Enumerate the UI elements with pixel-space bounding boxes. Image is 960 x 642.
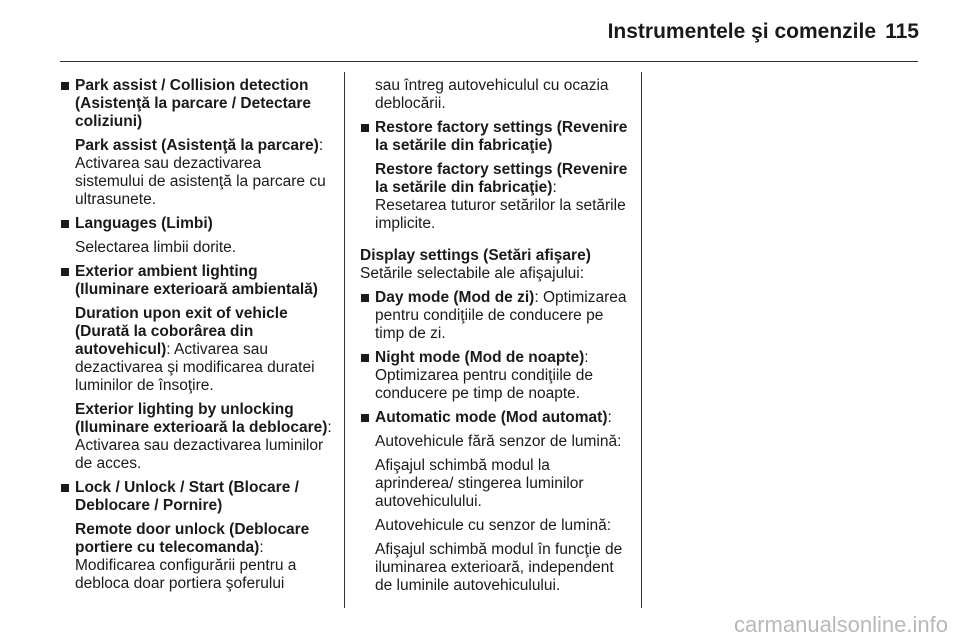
middle-column (360, 77, 630, 595)
page-number: 115 (885, 20, 919, 43)
bullet-icon (61, 82, 69, 90)
item-description (75, 137, 332, 209)
sub-label: Duration upon exit of vehicle (Durată la coborârea din autovehicul) (75, 305, 288, 358)
item-description (375, 349, 630, 403)
item-paragraph: Afişajul schimbă modul în funcţie de iluminarea exterioară, independent de luminile autovehiculului. (375, 541, 623, 594)
item-description (375, 409, 630, 427)
list-item (360, 349, 630, 403)
sub-text: : (607, 409, 612, 426)
item-description (375, 289, 630, 343)
sub-text: : Optimizarea pentru condiţiile de conducere pe timp de noapte. (375, 349, 593, 402)
bullet-icon (61, 484, 69, 492)
section-intro: Setările selectabile ale afişajului: (360, 265, 585, 282)
sub-text: : Activarea sau dezactivarea sistemului de asistenţă la parcare cu ultrasunete. (75, 137, 326, 208)
list-item (360, 289, 630, 343)
page-title: Instrumentele şi comenzile (607, 20, 876, 43)
list-item (60, 263, 332, 473)
bullet-icon (361, 354, 369, 362)
list-item (60, 479, 332, 593)
list-item (60, 77, 332, 209)
list-item (360, 119, 630, 233)
item-description (75, 401, 332, 473)
continuation-text: sau întreg autovehiculul cu ocazia deblocării. (375, 77, 609, 112)
sub-text: : Activarea sau dezactivarea şi modificarea duratei luminilor de însoţire. (75, 341, 315, 394)
sub-label: Exterior lighting by unlocking (Iluminare exterioară la deblocare) (75, 401, 328, 436)
bullet-icon (61, 268, 69, 276)
sub-text: : Modificarea configurării pentru a debloca doar portiera şoferului (75, 539, 297, 592)
column-divider-2 (641, 72, 642, 608)
item-title: Exterior ambient lighting (Iluminare exterioară ambientală) (75, 263, 318, 298)
sub-label: Remote door unlock (Deblocare portiere cu telecomanda) (75, 521, 310, 556)
list-item (360, 409, 630, 595)
item-title: Park assist / Collision detection (Asistenţă la parcare / Detectare coliziuni) (75, 77, 312, 130)
sub-text: : Optimizarea pentru condiţiile de conducere pe timp de zi. (375, 289, 627, 342)
item-description (375, 161, 630, 233)
sub-label: Night mode (Mod de noapte) (375, 349, 585, 366)
sub-label: Automatic mode (Mod automat) (375, 409, 608, 426)
bullet-icon (361, 414, 369, 422)
section-heading: Display settings (Setări afişare) (360, 247, 591, 264)
item-paragraph: Autovehicule cu senzor de lumină: (375, 517, 612, 534)
bullet-icon (61, 220, 69, 228)
sub-text: : Resetarea tuturor setărilor la setările implicite. (375, 179, 626, 232)
display-settings-section (360, 247, 630, 595)
item-paragraph: Afişajul schimbă modul la aprinderea/ stingerea luminilor autovehiculului. (375, 457, 584, 510)
sub-label: Restore factory settings (Revenire la setările din fabricaţie) (375, 161, 628, 196)
header-divider (60, 61, 918, 62)
item-description: Selectarea limbii dorite. (75, 239, 237, 256)
sub-label: Day mode (Mod de zi) (375, 289, 535, 306)
sub-label: Park assist (Asistenţă la parcare) (75, 137, 319, 154)
watermark: carmanualsonline.info (733, 612, 948, 637)
item-paragraph: Autovehicule fără senzor de lumină: (375, 433, 622, 450)
bullet-icon (361, 124, 369, 132)
sub-text: : Activarea sau dezactivarea luminilor de acces. (75, 419, 332, 472)
item-description (75, 305, 332, 395)
list-item (60, 215, 332, 257)
item-description (75, 521, 332, 593)
bullet-icon (361, 294, 369, 302)
column-divider-1 (344, 72, 345, 608)
left-column (60, 77, 332, 593)
item-title: Languages (Limbi) (75, 215, 213, 232)
item-title: Lock / Unlock / Start (Blocare / Deblocare / Pornire) (75, 479, 299, 514)
item-title: Restore factory settings (Revenire la setările din fabricaţie) (375, 119, 628, 154)
